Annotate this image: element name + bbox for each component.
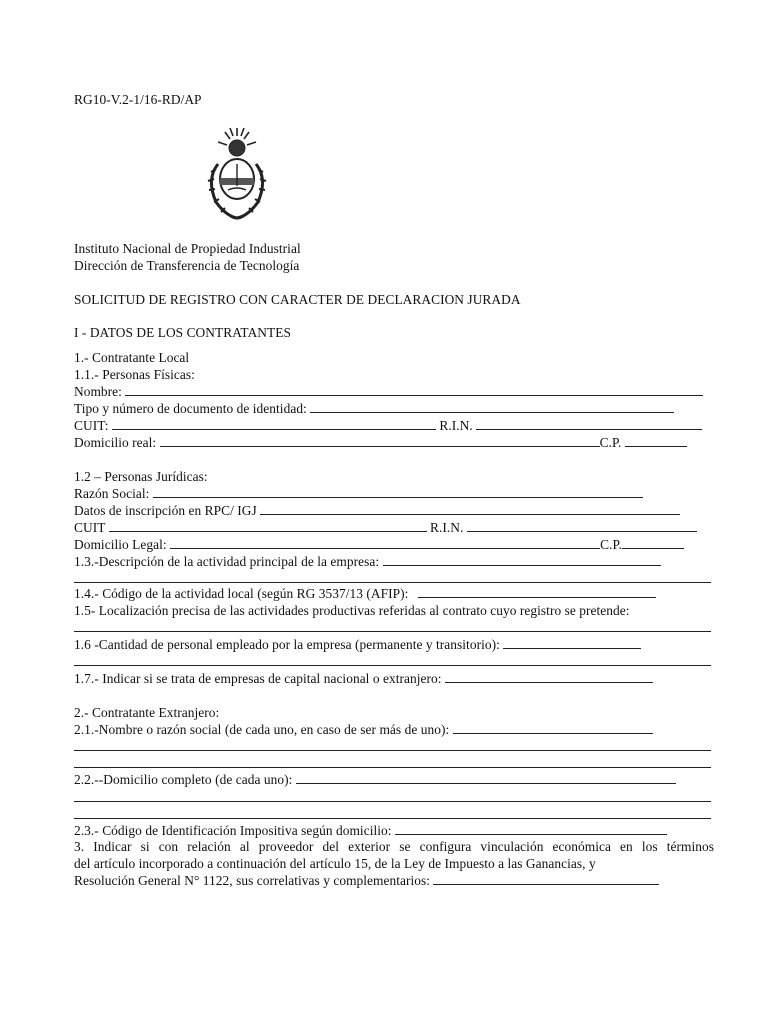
rin-legal-field[interactable] <box>467 519 697 532</box>
actividad-row <box>74 553 661 570</box>
rin-legal-label: R.I.N. <box>430 520 464 535</box>
capital-label: 1.7.- Indicar si se trata de empresas de capital nacional o extranjero: <box>74 671 442 686</box>
domicilio-legal-row <box>74 536 684 553</box>
razon-social-label: Razón Social: <box>74 486 150 501</box>
razon-social-row <box>74 485 643 502</box>
cuit-label: CUIT: <box>74 418 109 433</box>
cuit-legal-field[interactable] <box>109 519 427 532</box>
cuit-field[interactable] <box>112 417 436 430</box>
tax-code-field[interactable] <box>395 822 667 835</box>
foreign-name-label: 2.1.-Nombre o razón social (de cada uno, en caso de ser más de uno): <box>74 722 450 737</box>
inscripcion-field[interactable] <box>260 502 680 515</box>
foreign-address-line-3[interactable] <box>74 818 711 819</box>
inscripcion-label: Datos de inscripción en RPC/ IGJ <box>74 503 257 518</box>
cuit-row <box>74 417 702 434</box>
cuit-legal-row <box>74 519 697 536</box>
local-contractor-heading: 1.- Contratante Local <box>74 350 190 365</box>
cuit-legal-label: CUIT <box>74 520 106 535</box>
vinculacion-field[interactable] <box>433 872 659 885</box>
documento-label: Tipo y número de documento de identidad: <box>74 401 307 416</box>
cp-legal-field[interactable] <box>622 536 684 549</box>
localizacion-line[interactable] <box>74 631 711 632</box>
razon-social-field[interactable] <box>153 485 643 498</box>
domicilio-real-field[interactable] <box>160 434 600 447</box>
domicilio-legal-field[interactable] <box>170 536 600 549</box>
section-1-heading: I - DATOS DE LOS CONTRATANTES <box>74 325 291 340</box>
nombre-label: Nombre: <box>74 384 122 399</box>
nombre-row <box>74 383 703 400</box>
rin-field[interactable] <box>476 417 702 430</box>
domicilio-real-label: Domicilio real: <box>74 435 157 450</box>
inscripcion-row <box>74 502 680 519</box>
codigo-actividad-field[interactable] <box>418 585 656 598</box>
actividad-field[interactable] <box>383 553 661 566</box>
vinculacion-line-2: del artículo incorporado a continuación del artículo 15, de la Ley de Impuesto a las Ganancias, y <box>74 856 596 871</box>
coat-of-arms-icon <box>194 124 280 224</box>
tax-code-label: 2.3.- Código de Identificación Impositiva según domicilio: <box>74 823 392 838</box>
foreign-address-field[interactable] <box>296 771 676 784</box>
cp-label: C.P. <box>599 435 622 450</box>
capital-row <box>74 670 653 687</box>
codigo-actividad-row <box>74 585 656 602</box>
foreign-name-field[interactable] <box>453 721 653 734</box>
vinculacion-line-1: 3. Indicar si con relación al proveedor del exterior se configura vinculación económica en los términos <box>74 839 714 854</box>
form-title: SOLICITUD DE REGISTRO CON CARACTER DE DECLARACION JURADA <box>74 292 521 307</box>
foreign-name-line-3[interactable] <box>74 767 711 768</box>
domicilio-legal-label: Domicilio Legal: <box>74 537 167 552</box>
codigo-actividad-label: 1.4.- Código de la actividad local (según RG 3537/13 (AFIP): <box>74 586 409 601</box>
documento-field[interactable] <box>310 400 674 413</box>
vinculacion-line-3: Resolución General N° 1122, sus correlativas y complementarios: <box>74 873 431 888</box>
document-code: RG10-V.2-1/16-RD/AP <box>74 92 202 107</box>
capital-field[interactable] <box>445 670 653 683</box>
institution-name: Instituto Nacional de Propiedad Industrial <box>74 241 301 256</box>
tax-code-row <box>74 822 667 839</box>
foreign-address-label: 2.2.--Domicilio completo (de cada uno): <box>74 772 293 787</box>
foreign-name-row <box>74 721 653 738</box>
cp-field[interactable] <box>625 434 687 447</box>
vinculacion-row <box>74 872 659 889</box>
personal-field[interactable] <box>503 636 641 649</box>
documento-row <box>74 400 674 417</box>
foreign-name-line-2[interactable] <box>74 750 711 751</box>
personal-label: 1.6 -Cantidad de personal empleado por la empresa (permanente y transitorio): <box>74 637 500 652</box>
actividad-extra-line[interactable] <box>74 582 711 583</box>
foreign-address-row <box>74 771 676 788</box>
foreign-contractor-heading: 2.- Contratante Extranjero: <box>74 705 220 720</box>
localizacion-label: 1.5- Localización precisa de las actividades productivas referidas al contrato cuyo registro se pretende: <box>74 603 630 618</box>
foreign-address-line-2[interactable] <box>74 801 711 802</box>
legal-persons-heading: 1.2 – Personas Jurídicas: <box>74 469 208 484</box>
nombre-field[interactable] <box>125 383 703 396</box>
personal-extra-line[interactable] <box>74 665 711 666</box>
domicilio-real-row <box>74 434 687 451</box>
natural-persons-heading: 1.1.- Personas Físicas: <box>74 367 195 382</box>
direction-name: Dirección de Transferencia de Tecnología <box>74 258 300 273</box>
actividad-label: 1.3.-Descripción de la actividad principal de la empresa: <box>74 554 380 569</box>
cp-legal-label: C.P. <box>600 537 622 552</box>
rin-label: R.I.N. <box>439 418 473 433</box>
personal-row <box>74 636 641 653</box>
